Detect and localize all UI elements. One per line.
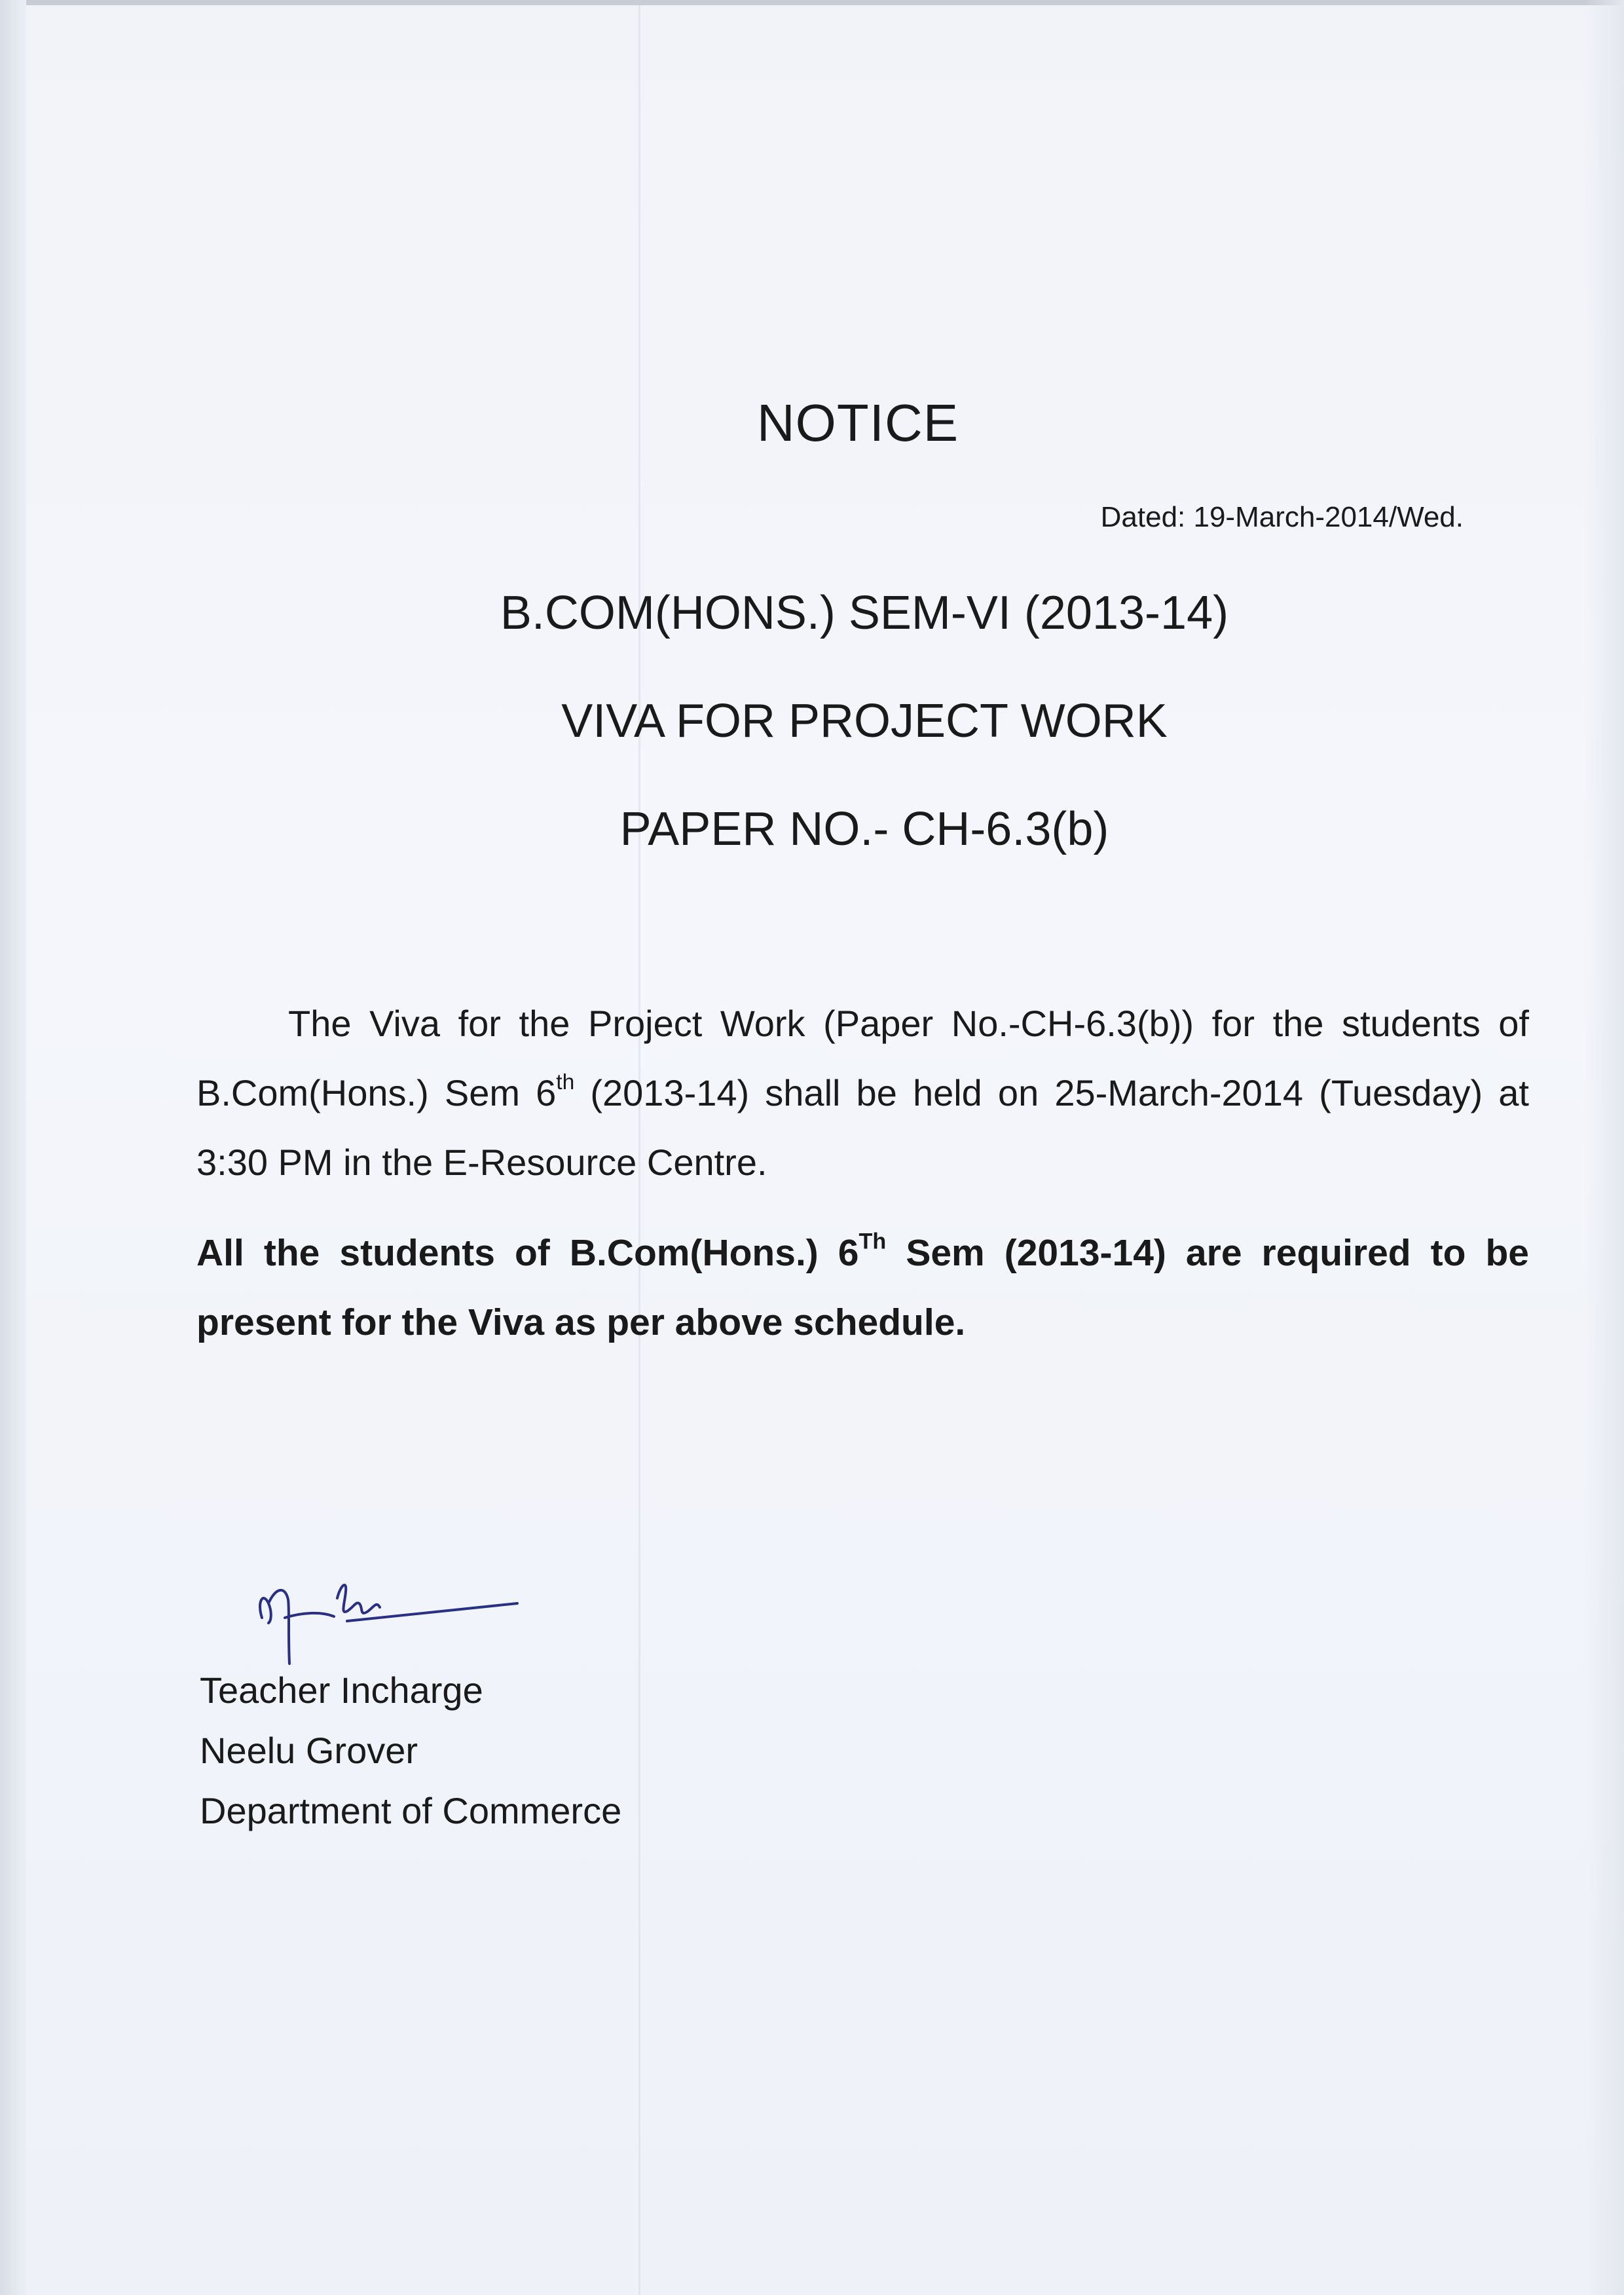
scan-edge-top xyxy=(0,0,1624,5)
schedule-paragraph xyxy=(196,989,1529,1197)
attendance-text-part2: Sem (2013-14) are required to be present for the Viva as per above schedule. xyxy=(196,1232,1529,1343)
attendance-ordinal-suffix: Th xyxy=(858,1229,887,1254)
subject-heading: VIVA FOR PROJECT WORK xyxy=(561,695,1168,747)
signatory-department: Department of Commerce xyxy=(200,1790,622,1831)
schedule-text-part2: (2013-14) shall be held on 25-March-2014 (Tuesday) at 3:30 PM in the E-Resource Centre. xyxy=(196,1072,1529,1183)
course-heading: B.COM(HONS.) SEM-VI (2013-14) xyxy=(500,587,1229,639)
attendance-paragraph xyxy=(196,1218,1529,1357)
notice-date: Dated: 19-March-2014/Wed. xyxy=(1100,501,1464,533)
signatory-block xyxy=(200,1660,621,1841)
schedule-text-part1: The Viva for the Project Work (Paper No.-CH-6.3(b)) for the students of B.Com(Hons.) Sem 6 xyxy=(196,1003,1529,1113)
signatory-designation: Teacher Incharge xyxy=(200,1670,483,1711)
paper-heading: PAPER NO.- CH-6.3(b) xyxy=(619,803,1109,855)
schedule-ordinal-suffix: th xyxy=(556,1070,575,1094)
attendance-text-part1: All the students of B.Com(Hons.) 6 xyxy=(196,1232,859,1274)
signatory-name: Neelu Grover xyxy=(200,1730,418,1771)
notice-title: NOTICE xyxy=(756,394,959,452)
scan-edge-left xyxy=(0,0,26,2295)
scan-shadow-right xyxy=(1585,0,1624,2295)
